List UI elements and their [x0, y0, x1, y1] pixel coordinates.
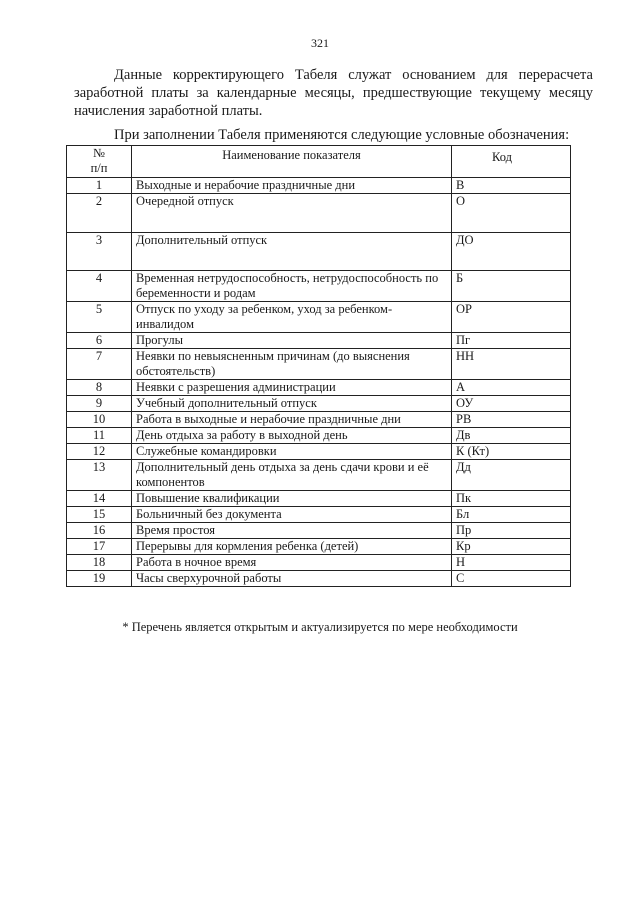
row-number: 4: [67, 271, 132, 302]
row-name: Временная нетрудоспособность, нетрудоспособность по беременности и родам: [132, 271, 452, 302]
row-number: 17: [67, 539, 132, 555]
row-number: 11: [67, 428, 132, 444]
row-number: 10: [67, 412, 132, 428]
row-name: Неявки по невыясненным причинам (до выяснения обстоятельств): [132, 349, 452, 380]
lead-sentence: При заполнении Табеля применяются следующие условные обозначения:: [114, 127, 570, 143]
table-row: [67, 444, 571, 460]
table-row: [67, 428, 571, 444]
table-row: [67, 555, 571, 571]
row-code: С: [452, 571, 571, 587]
table-row: [67, 271, 571, 302]
row-number: 8: [67, 380, 132, 396]
header-num-symbol: №: [93, 146, 105, 160]
table-row: [67, 178, 571, 194]
row-number: 12: [67, 444, 132, 460]
row-code: О: [452, 194, 571, 233]
row-number: 1: [67, 178, 132, 194]
row-number: 18: [67, 555, 132, 571]
row-number: 19: [67, 571, 132, 587]
row-number: 9: [67, 396, 132, 412]
row-number: 14: [67, 491, 132, 507]
row-number: 7: [67, 349, 132, 380]
table-row: [67, 460, 571, 491]
row-code: НН: [452, 349, 571, 380]
row-code: Дд: [452, 460, 571, 491]
row-number: 6: [67, 333, 132, 349]
row-name: Выходные и нерабочие праздничные дни: [132, 178, 452, 194]
row-name: Неявки с разрешения администрации: [132, 380, 452, 396]
table-row: [67, 233, 571, 271]
page-number: 321: [311, 36, 329, 50]
row-number: 3: [67, 233, 132, 271]
codes-table: [66, 145, 571, 587]
row-code: Пр: [452, 523, 571, 539]
row-code: Бл: [452, 507, 571, 523]
table-row: [67, 396, 571, 412]
row-name: Учебный дополнительный отпуск: [132, 396, 452, 412]
row-code: Кр: [452, 539, 571, 555]
table-row: [67, 302, 571, 333]
row-name: Время простоя: [132, 523, 452, 539]
row-number: 2: [67, 194, 132, 233]
row-code: Дв: [452, 428, 571, 444]
row-name: Очередной отпуск: [132, 194, 452, 233]
table-header-row: [67, 146, 571, 178]
header-code: Код: [452, 146, 571, 178]
row-code: Пк: [452, 491, 571, 507]
table-row: [67, 349, 571, 380]
footnote: * Перечень является открытым и актуализируется по мере необходимости: [122, 620, 518, 634]
table-row: [67, 491, 571, 507]
table-row: [67, 412, 571, 428]
row-code: Пг: [452, 333, 571, 349]
row-name: Служебные командировки: [132, 444, 452, 460]
table-row: [67, 571, 571, 587]
row-code: Б: [452, 271, 571, 302]
header-num: [67, 146, 132, 178]
row-name: Работа в ночное время: [132, 555, 452, 571]
row-name: День отдыха за работу в выходной день: [132, 428, 452, 444]
row-number: 5: [67, 302, 132, 333]
row-number: 15: [67, 507, 132, 523]
row-name: Дополнительный отпуск: [132, 233, 452, 271]
table-row: [67, 523, 571, 539]
row-name: Перерывы для кормления ребенка (детей): [132, 539, 452, 555]
row-code: ОР: [452, 302, 571, 333]
row-name: Часы сверхурочной работы: [132, 571, 452, 587]
table-row: [67, 539, 571, 555]
row-code: А: [452, 380, 571, 396]
table-row: [67, 333, 571, 349]
header-num-abbr: п/п: [90, 161, 108, 175]
row-name: Прогулы: [132, 333, 452, 349]
table-row: [67, 380, 571, 396]
row-name: Дополнительный день отдыха за день сдачи крови и её компонентов: [132, 460, 452, 491]
table-row: [67, 507, 571, 523]
row-code: В: [452, 178, 571, 194]
row-code: Н: [452, 555, 571, 571]
row-code: РВ: [452, 412, 571, 428]
row-code: К (Кт): [452, 444, 571, 460]
row-number: 16: [67, 523, 132, 539]
row-code: ДО: [452, 233, 571, 271]
row-name: Повышение квалификации: [132, 491, 452, 507]
row-number: 13: [67, 460, 132, 491]
row-name: Отпуск по уходу за ребенком, уход за ребенком-инвалидом: [132, 302, 452, 333]
row-code: ОУ: [452, 396, 571, 412]
intro-paragraph: Данные корректирующего Табеля служат основанием для перерасчета заработной платы за календарные месяцы, предшествующие текущему месяцу начисления заработной платы.: [74, 67, 593, 119]
table-row: [67, 194, 571, 233]
header-name: Наименование показателя: [132, 146, 452, 178]
row-name: Больничный без документа: [132, 507, 452, 523]
row-name: Работа в выходные и нерабочие праздничные дни: [132, 412, 452, 428]
